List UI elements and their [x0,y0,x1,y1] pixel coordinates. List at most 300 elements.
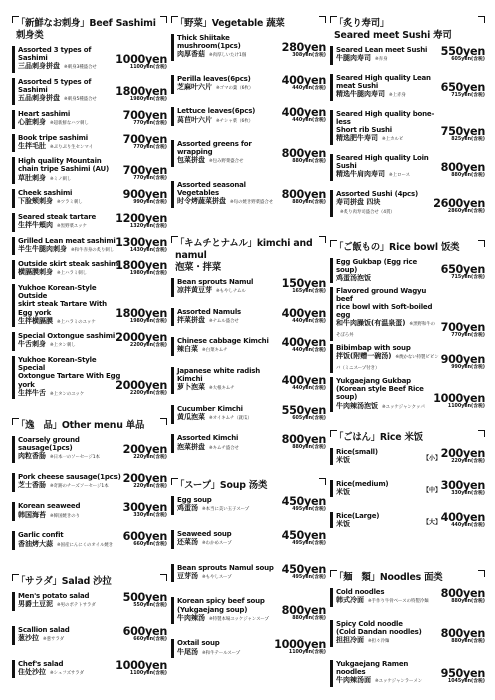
menu-item [12,332,167,351]
item-price: 1000yen [433,391,485,405]
item-price: 1000yen [115,53,167,66]
item-price-tax-included: 440yen(含税) [292,318,326,324]
item-note: ※葱サラダ [43,637,65,642]
item-price: 950yen [440,666,485,680]
item-note: ※ユッケジャンラーメン [375,679,423,685]
item-name-english: Assorted Kimchi [177,434,239,443]
item-name-english: Cucumber Kimchi [177,404,243,413]
item-price-tax-included: 770yen(含税) [133,144,167,150]
item-name-local-text: 下脸颊刺身 [18,197,53,206]
menu-item [12,46,167,73]
item-name-english: Men's potato salad [18,592,90,600]
item-note: ※奇跡のチーズソーセージ1本 [50,484,109,490]
menu-item [171,337,326,356]
menu-item [330,46,485,65]
menu-section [330,568,485,700]
item-price-tax-included: 715yen(含税) [451,275,485,280]
section-title: 「スープ」Soup 汤类 [175,480,268,491]
item-name-local-text: 鸡蛋汤 [177,504,198,513]
item-price-tax-included: 1430yen(含税) [129,247,167,253]
item-price-tax-included: 1100yen(含税) [288,650,326,656]
item-price-tax-included: 990yen(含税) [133,200,167,206]
item-name-local-text: 拌菜拼盘 [177,315,205,324]
item-price: 2600yen [433,197,485,210]
item-note: ※刺身5種盛合せ [64,97,97,103]
item-price: 200yen [122,472,167,486]
menu-section [330,238,485,416]
menu-item [12,356,167,399]
menu-item [330,287,485,341]
item-price: 800yen [281,433,326,447]
section-title: 「逸 品」Other menu 单品 [16,420,145,431]
item-price-tax-included: 1980yen(含税) [129,96,167,102]
item-name-local-text: 韩式冷面 [336,596,364,605]
item-price: 2000yen [115,331,167,345]
item-name-english: Scallion salad [18,625,70,634]
item-note: ※特製本場ユッケジャンスープ [209,616,269,622]
item-price-tax-included: 440yen(含税) [292,118,326,124]
menu-section [12,572,167,693]
item-name-english: Bibimbap with soup [336,344,411,352]
item-note: ※上ハラミのユッケ [57,319,96,325]
item-name-local-text: 芝士香肠 [18,481,46,490]
menu-item [330,480,485,497]
item-name-english: Assorted 5 types of Sashimi [18,77,92,95]
item-name-english: Bean sprouts Namul [177,278,254,286]
item-price-tax-included: 330yen(含税) [133,513,167,519]
menu-section [330,428,485,543]
menu-item [330,660,485,687]
item-note: ※チシャ菜（6枚） [216,118,254,124]
corner-bracket-right [478,16,485,23]
item-name-local-text: 精选肥牛寿司 [336,134,378,143]
item-name-local-text: 辣白菜 [177,345,198,354]
section-title: 「炙り寿司」 Seared meet Sushi 寿司 [334,18,452,41]
item-note: ※和牛テールスープ [202,650,241,656]
item-note: ※シェフズサラダ [50,670,85,676]
item-price: 700yen [122,164,167,178]
item-note: ※上ロース [389,173,411,179]
item-name-local-text: 生拌横膈膜 [18,316,53,325]
item-name-local-text: 拌饭(附赠一碗汤) [336,352,392,361]
item-price: 650yen [440,263,485,276]
item-price-tax-included: 715yen(含税) [451,92,485,98]
item-price-tax-included: 495yen(含税) [292,540,326,546]
item-name-english: Bean sprouts Namul soup [177,563,274,572]
item-name-english: Yukhoe Korean-Style Outside skirt steak Tartare With Egg york [18,283,107,317]
corner-bracket-right [478,240,485,247]
item-name-local-text: 心脏刺身 [18,118,46,127]
item-name-english: Korean spicy beef soup (Yukgaejang soup) [177,597,265,614]
item-note: ※もやしナムル [216,289,246,295]
corner-bracket-left [330,570,337,577]
item-name-local-text: 萝卜泡菜 [177,383,205,392]
menu-section [171,476,326,673]
item-name-english: High quality Mountain chain tripe Sashimi (AU) [18,157,109,174]
corner-bracket-right [160,574,167,581]
corner-bracket-left [330,430,337,437]
item-note: ※上赤身 [389,93,406,99]
item-note: ※担々冷麺 [368,639,390,645]
item-price-tax-included: 308yen(含税) [292,53,326,58]
item-note: ※炙り肉寿司盛合せ（4貫） [340,209,395,215]
item-name-english: Perilla leaves(6pcs) [177,74,251,83]
item-name-english: Yukgaejang Gukbap (Korean style Beef Rice soup) [336,376,424,402]
menu-item [12,213,167,232]
item-price-tax-included: 1100yen(含税) [129,670,167,676]
item-note: ※わかめスープ [202,541,232,546]
item-note: ※本当に美い玉子スープ [202,507,250,513]
item-price: 650yen [440,80,485,94]
item-price-tax-included: 1100yen(含税) [447,403,485,409]
menu-item [171,405,326,424]
item-name-english: Egg soup [177,496,212,504]
item-note: ※ミノ刺し [50,176,72,182]
menu-item [171,367,326,394]
menu-item [171,530,326,549]
item-price-tax-included: 770yen(含税) [133,120,167,126]
item-name-local-text: 时令烤蔬菜拼盘 [177,197,226,206]
item-price-tax-included: 330yen(含税) [451,490,485,496]
section-title: 「キムチとナムル」kimchi and namul 泡菜・拌菜 [175,238,313,273]
item-price-tax-included: 165yen(含税) [292,289,326,294]
item-price-tax-included: 880yen(含税) [451,173,485,178]
item-price: 700yen [122,108,167,122]
item-price-tax-included: 660yen(含税) [133,636,167,642]
item-price-tax-included: 990yen(含税) [451,365,485,370]
item-name-local-text: 葱沙拉 [18,634,39,642]
menu-item [12,660,167,679]
item-name-english: Assorted seasonal Vegetables [177,180,246,197]
item-price-tax-included: 220yen(含税) [451,459,485,464]
item-name-english: Coarsely ground sausage(1pcs) [18,436,80,453]
item-price: 400yen [440,510,485,524]
item-note: ※国産にんにくのオイル焼き [57,542,114,548]
item-price: 550yen [281,403,326,417]
menu-section [12,14,167,404]
item-name-english: Seared High quality Loin Sushi [336,154,429,171]
item-name-local-text: 肉厚香菇 [177,50,205,59]
item-name-local-text: 米饭 [336,488,350,496]
item-name-english: Chinese cabbage Kimchi [177,337,269,346]
corner-bracket-right [319,16,326,23]
menu-item [12,531,167,550]
item-note: ※ツラミ刺し [57,200,83,206]
item-name-english: Rice(medium) [336,479,389,488]
item-name-local-text: 生拌毛肚 [18,141,46,150]
item-name-local-text: 生拌牛頬肉 [18,221,53,230]
item-name-english: Oxtail soup [177,639,220,648]
item-price-tax-included: 1100yen(含税) [129,65,167,70]
size-badge: 【中】 [422,486,441,494]
item-price: 900yen [122,188,167,202]
item-name-english: Seared High quality bone-less Short rib Sushi [336,109,435,135]
menu-item [171,140,326,167]
item-name-local-text: 草肚刺身 [18,173,46,182]
corner-bracket-right [160,16,167,23]
item-name-english: Rice(small) [336,448,378,456]
item-name-english: Outside skirt steak sashimi [18,260,121,269]
item-name-english: Garlic confit [18,531,64,540]
item-price: 280yen [281,41,326,54]
item-name-local-text: 寿司拼盘 四块 [336,198,381,207]
menu-item [12,237,167,256]
item-name-english: Book tripe sashimi [18,133,88,142]
item-price-tax-included: 440yen(含税) [292,348,326,354]
item-price: 800yen [281,146,326,160]
item-name-english: Egg Gukbap (Egg rice soup) [336,258,417,275]
menu-item [330,377,485,412]
item-price: 1800yen [115,306,167,320]
item-note: ※赤身 [375,57,388,63]
item-price: 2000yen [115,378,167,392]
item-note: ※上ハラミ刺し [57,271,88,277]
item-price: 800yen [440,626,485,640]
item-price: 800yen [281,187,326,201]
item-name-local-text: 包菜拼盘 [177,156,205,165]
item-name-local-text: 鸡蛋汤泡饭 [336,274,371,283]
section-title: 「ごはん」Rice 米饭 [334,432,423,443]
item-price: 800yen [440,161,485,174]
item-name-local-text: 精选牛腿肉寿司 [336,90,385,99]
item-name-local-text: 横膈膜刺身 [18,268,53,277]
item-name-english: Assorted 3 types of Sashimi [18,46,92,63]
menu-item [171,308,326,327]
menu-item [12,592,167,611]
item-note: ※和牛赤身の炙り刺し [71,247,115,253]
menu-item [171,278,326,297]
item-note: ※超新鮮なハツ刺し [50,121,89,127]
section-title: 「ご飯もの」Rice bowl 饭类 [334,242,460,253]
item-price-tax-included: 880yen(含税) [292,445,326,451]
item-note: ※韓国焼きのり [50,513,81,519]
menu-item [330,620,485,647]
item-price-tax-included: 440yen(含税) [292,385,326,391]
item-name-english: Special Oxtongue sashimi [18,332,116,341]
item-name-local-text: 住处沙拉 [18,667,46,676]
item-note: ※旬の焼き野菜盛合せ [230,200,274,206]
corner-bracket-left [171,478,178,485]
item-name-local-text: 还菜汤 [177,538,198,546]
item-name-local-text: 牛舌刺身 [18,340,46,349]
item-price-tax-included: 550yen(含税) [133,603,167,608]
item-price: 450yen [281,562,326,576]
item-name-local-text: 泡菜拼盘 [177,442,205,451]
item-name-english: Flavored ground Wagyu beef rice bowl with Soft-boiled egg [336,286,433,320]
section-title: 「麺 類」Noodles 面类 [334,572,443,583]
item-name-english: Seared High quality Lean meat Sushi [336,73,431,90]
menu-item [171,639,326,658]
item-price-tax-included: 2860yen(含税) [447,209,485,214]
item-name-english: Seared Lean meet Sushi [336,46,428,54]
menu-item [12,436,167,463]
item-price: 1800yen [115,84,167,98]
item-price-tax-included: 220yen(含税) [133,455,167,460]
menu-item [330,190,485,217]
corner-bracket-left [12,574,19,581]
item-price: 600yen [122,624,167,638]
item-name-english: Assorted greens for wrapping [177,139,252,157]
item-name-english: Spicy Cold noodle (Cold Dandan noodles) [336,619,422,636]
item-price-tax-included: 1980yen(含税) [129,318,167,324]
item-note: ※白菜キムチ [202,348,228,354]
item-price: 550yen [440,45,485,58]
item-name-english: Assorted Sushi (4pcs) [336,190,418,198]
item-name-local-text: 莴苣叶六片 [177,115,212,124]
item-price-tax-included: 2200yen(含税) [129,390,167,396]
item-price-tax-included: 605yen(含税) [451,57,485,62]
item-price-tax-included: 770yen(含税) [133,176,167,182]
item-note: ※焼かない特製ビビンバ（ミニスープ付き） [336,355,439,371]
item-name-local-text: 男爵土豆泥 [18,600,53,609]
menu-item [330,154,485,181]
item-price: 400yen [281,306,326,320]
corner-bracket-right [478,430,485,437]
item-price: 800yen [281,604,326,618]
item-name-local-text: 半生牛腿肉刺身 [18,244,67,253]
item-note: ※上カルビ [382,137,404,143]
item-name-english: Cold noodles [336,588,385,596]
menu-item [12,502,167,521]
item-name-english: Rice(Large) [336,511,380,520]
item-note: ※手作り牛骨ベースの特製冷麺 [368,599,429,605]
menu-item [12,473,167,492]
item-name-english: Japanese white radish Kimchi [177,366,261,384]
item-price: 600yen [122,530,167,544]
item-price: 1200yen [115,211,167,225]
item-price: 150yen [281,277,326,290]
menu-item [330,588,485,607]
item-price: 400yen [281,373,326,387]
menu-item [330,344,485,373]
item-price-tax-included: 825yen(含税) [451,136,485,142]
corner-bracket-right [319,236,326,243]
menu-section [171,14,326,222]
item-note: ※キムチ盛合せ [209,445,239,451]
item-name-local-text: 精选牛肩肉寿司 [336,170,385,179]
item-name-english: Heart sashimi [18,109,71,118]
item-name-local-text: 黄瓜泡菜 [177,412,205,421]
menu-item [12,189,167,208]
item-price: 700yen [440,320,485,334]
item-name-local-text: 牛肉辣汤 [177,613,205,622]
item-note: ※ゴマの葉（6枚） [216,86,254,91]
item-price-tax-included: 1980yen(含税) [129,271,167,277]
menu-item [12,260,167,279]
corner-bracket-right [478,570,485,577]
item-name-english: Seaweed soup [177,529,232,538]
menu-item [12,284,167,327]
item-name-local-text: 肉粒香肠 [18,452,46,461]
item-note: ※黒野菜ユッケ [57,224,87,230]
corner-bracket-left [171,16,178,23]
menu-item [12,110,167,129]
item-name-english: Yukhoe Korean-Style Special Oxtongue Tartare With Egg york [18,355,121,389]
item-name-local-text: 米饭 [336,519,350,528]
menu-item [171,34,326,61]
item-price-tax-included: 220yen(含税) [133,484,167,490]
item-price: 700yen [122,132,167,146]
item-name-local-text: 香油烤大蒜 [18,539,53,548]
item-price: 400yen [281,336,326,350]
item-name-english: Assorted Namuls [177,307,241,316]
item-name-english: Cheek sashimi [18,189,73,198]
corner-bracket-left [330,240,337,247]
item-price-tax-included: 495yen(含税) [292,574,326,580]
item-note: ※大根キムチ [209,386,235,392]
item-price: 400yen [281,106,326,120]
menu-item [171,564,326,583]
menu-section [171,234,326,464]
item-name-local-text: 担担冷面 [336,636,364,645]
item-name-english: Pork cheese sausage(1pcs) [18,473,121,482]
item-name-local-text: 牛肉辣汤泡饭 [336,401,378,410]
menu-item [171,597,326,624]
item-name-local-text: 米饭 [336,456,350,465]
item-price: 300yen [440,478,485,492]
item-price: 900yen [440,353,485,366]
item-name-english: Grilled Lean meat sashimi [18,236,116,245]
item-name-local-text: 牛肉辣汤面 [336,676,371,685]
item-price: 450yen [281,528,326,542]
item-price-tax-included: 2200yen(含税) [129,343,167,349]
section-title: 「サラダ」Salad 沙拉 [16,576,112,587]
menu-item [171,434,326,453]
menu-item [330,258,485,283]
item-name-local-text: 和牛肉臊饭(有温泉蛋) [336,319,406,328]
menu-item [12,626,167,645]
item-name-local-text: 生拌牛舌 [18,388,46,397]
item-name-english: Lettuce leaves(6pcs) [177,107,256,116]
item-price-tax-included: 880yen(含税) [292,616,326,622]
item-price: 1800yen [115,259,167,273]
item-price: 200yen [440,447,485,460]
item-name-local-text: 豆芽汤 [177,571,198,580]
item-name-local-text: 芝麻叶六片 [177,83,212,91]
item-price-tax-included: 605yen(含税) [292,415,326,421]
item-price-tax-included: 495yen(含税) [292,507,326,512]
menu-item [330,512,485,529]
item-price-tax-included: 1320yen(含税) [129,223,167,229]
item-price-tax-included: 770yen(含税) [451,332,485,338]
item-name-local-text: 凉拌黄豆芽 [177,286,212,295]
item-price: 1000yen [274,638,326,652]
item-name-local-text: 三品刺身拼盘 [18,62,60,71]
item-note: ※ナムル盛合せ [209,318,239,324]
item-note: ※ぷりぷり生センマイ [50,144,94,150]
item-note: ※上タンのユッケ [50,391,85,397]
corner-bracket-left [12,16,19,23]
item-price: 400yen [281,73,326,87]
item-name-english: Seared steak tartare [18,212,97,221]
item-note: ※オイキムチ（就瓜） [209,415,252,421]
size-badge: 【大】 [422,518,441,526]
item-price-tax-included: 1045yen(含税) [447,678,485,684]
item-price-tax-included: 880yen(含税) [451,638,485,644]
item-note: ※ユッケジャンクッパ [382,404,425,410]
corner-bracket-left [330,16,337,23]
item-name-english: Korean seaweed [18,502,81,511]
menu-item [330,448,485,465]
corner-bracket-left [171,236,178,243]
menu-item [171,496,326,515]
corner-bracket-left [12,418,19,425]
item-note: ※日本一のソーセージ1本 [50,455,100,461]
menu-item [171,107,326,126]
section-title: 「新鮮なお刺身」Beef Sashimi 刺身类 [16,18,156,41]
item-note: ※上タン刺し [50,343,76,349]
menu-item [12,157,167,184]
